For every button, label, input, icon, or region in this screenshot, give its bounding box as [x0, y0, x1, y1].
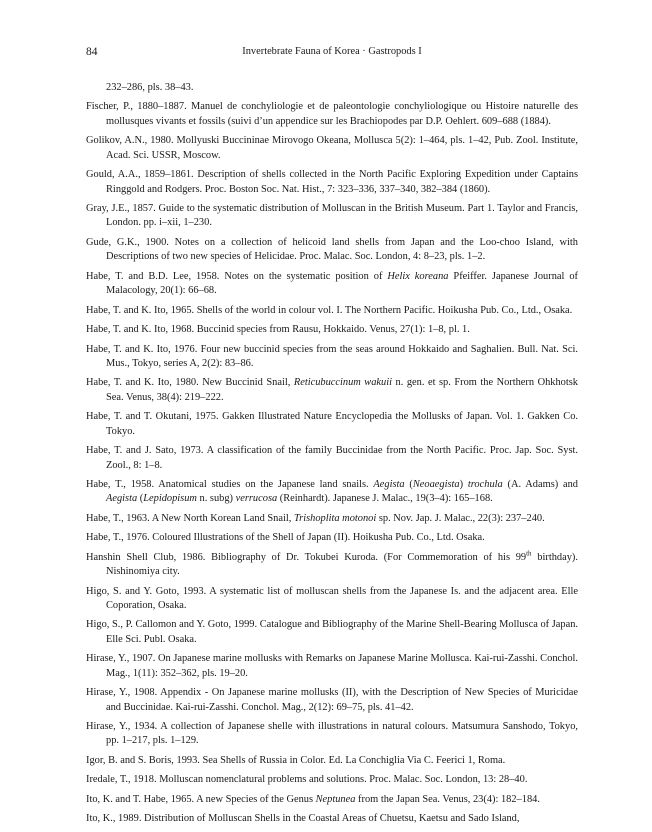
reference-text: Hirase, Y., 1907. On Japanese marine mollusks with Remarks on Japanese Marine Mollusca. Kai-rui-Zasshi. Conchol. Mag., 1(11): 352–362, pls. 19–20.: [86, 653, 578, 679]
italic-taxon-name: Neptunea: [315, 793, 356, 805]
reference-entry: [86, 100, 578, 129]
reference-entry: [86, 793, 578, 807]
reference-text: Gude, G.K., 1900. Notes on a collection of helicoid land shells from Japan and the Loo-choo Island, with Descriptions of two new species of Helicidae. Proc. Malac. Soc. London, 4: 8–23, pls. 1–2.: [86, 236, 578, 263]
italic-taxon-name: verrucosa: [235, 493, 278, 505]
reference-text: Habe, T. and K. Ito, 1968. Buccinid species from Rausu, Hokkaido. Venus, 27(1): 1–8, pl. 1.: [86, 324, 470, 336]
reference-text: Hanshin Shell Club, 1986. Bibliography of Dr. Tokubei Kuroda. (For Commemoration of his 99: [86, 551, 527, 563]
reference-text: Ito, K. and T. Habe, 1965. A new Species of the Genus: [86, 793, 316, 805]
reference-text: (: [404, 478, 413, 490]
reference-text: Iredale, T., 1918. Molluscan nomenclatural problems and solutions. Proc. Malac. Soc. London, 13: 28–40.: [86, 774, 528, 786]
reference-continuation: [86, 81, 578, 95]
reference-text: Habe, T. and J. Sato, 1973. A classification of the family Buccinidae from the North Pacific. Proc. Jap. Soc. Syst. Zool., 8: 1–8.: [86, 445, 578, 471]
superscript-text: th: [526, 549, 532, 558]
reference-text: Habe, T., 1963. A New North Korean Land Snail,: [86, 512, 294, 524]
reference-text: sp. Nov. Jap. J. Malac., 22(3): 237–240.: [376, 512, 545, 524]
reference-text: Hirase, Y., 1934. A collection of Japanese shelle with illustrations in natural colours. Matsumura Sanshodo, Tokyo, pp. 1–217, pls. 1–129.: [86, 721, 578, 747]
reference-text: Higo, S., P. Callomon and Y. Goto, 1999. Catalogue and Bibliography of the Marine Shell-Bearing Mollusca of Japan. Elle Sci. Publ. Osaka.: [86, 619, 578, 645]
running-title: Invertebrate Fauna of Korea · Gastropods I: [242, 46, 422, 57]
reference-entry: [86, 444, 578, 473]
italic-taxon-name: Helix koreana: [387, 270, 449, 282]
reference-entry: [86, 376, 578, 405]
reference-entry: [86, 478, 578, 507]
reference-list: [86, 81, 578, 832]
page-number: 84: [86, 46, 98, 58]
italic-taxon-name: trochula: [467, 478, 503, 490]
reference-text: Pfeiffer. Japanese Journal of Malacology, 20(1): 66–68.: [106, 270, 578, 297]
reference-entry: [86, 585, 578, 614]
reference-text: Higo, S. and Y. Goto, 1993. A systematic list of molluscan shells from the Japanese Is. and the adjacent area. Elle Coporation, Osaka.: [86, 585, 578, 611]
reference-text: Habe, T., 1958. Anatomical studies on the Japanese land snails.: [86, 478, 374, 490]
italic-taxon-name: Aegista: [373, 478, 405, 490]
reference-entry: [86, 512, 578, 526]
reference-text: Gray, J.E., 1857. Guide to the systematic distribution of Molluscan in the British Museum. Part 1. Taylor and Francis, London. pp. i–xii, 1–230.: [86, 203, 578, 229]
reference-text: (Reinhardt). Japanese J. Malac., 19(3–4): 165–168.: [277, 493, 493, 505]
reference-text: Golikov, A.N., 1980. Mollyuski Buccininae Mirovogo Okeana, Mollusca 5(2): 1–464, pls. 1–42, Pub. Zool. Institute, Acad. Sci. USSR, Moscow.: [86, 135, 578, 161]
reference-text: 232–286, pls. 38–43.: [106, 82, 194, 93]
reference-entry: [86, 618, 578, 647]
italic-taxon-name: Lepidopisum: [143, 493, 197, 505]
reference-entry: [86, 323, 578, 337]
reference-text: Igor, B. and S. Boris, 1993. Sea Shells of Russia in Color. Ed. La Conchiglia Via C. Feerici 1, Roma.: [86, 754, 506, 766]
reference-text: Habe, T. and K. Ito, 1976. Four new buccinid species from the seas around Hokkaido and Saghalien. Bull. Nat. Sci. Mus., Tokyo, series A, 2(2): 83–86.: [86, 343, 578, 369]
reference-text: ): [459, 478, 468, 490]
reference-text: Habe, T. and K. Ito, 1980. New Buccinid Snail,: [86, 377, 294, 389]
reference-entry: [86, 686, 578, 715]
reference-text: Fischer, P., 1880–1887. Manuel de conchyliologie et de paleontologie conchyliologique ou Histoire naturelle des mollusques vivants et fossils (suivi d’un appendice sur les Brachiopodes par D.P. Oehlert. 609–688 (1884).: [86, 101, 578, 127]
reference-entry: [86, 410, 578, 439]
reference-entry: [86, 551, 578, 580]
italic-taxon-name: Aegista: [106, 493, 138, 505]
reference-text: Gould, A.A., 1859–1861. Description of shells collected in the North Pacific Exploring Expedition under Captains Ringgold and Rodgers. Proc. Boston Soc. Nat. Hist., 7: 323–336, 337–340, 382–384 (1860).: [86, 169, 578, 195]
reference-entry: [86, 304, 578, 318]
reference-entry: [86, 531, 578, 545]
italic-taxon-name: Neoaegista: [412, 478, 460, 490]
reference-entry: [86, 236, 578, 265]
reference-text: birthday). Nishinomiya city.: [106, 551, 578, 578]
reference-text: (: [137, 493, 144, 505]
reference-entry: [86, 754, 578, 768]
italic-taxon-name: Trishoplita motonoi: [293, 512, 377, 524]
reference-text: Habe, T. and T. Okutani, 1975. Gakken Illustrated Nature Encyclopedia the Mollusks of Japan. Vol. 1. Gakken Co. Tokyo.: [86, 411, 578, 437]
italic-taxon-name: Reticubuccinum wakuii: [293, 377, 393, 389]
reference-text: n. subg): [196, 493, 236, 505]
reference-text: Habe, T. and K. Ito, 1965. Shells of the world in colour vol. I. The Northern Pacific. Hoikusha Pub. Co., Ltd., Osaka.: [86, 304, 573, 316]
reference-entry: [86, 652, 578, 681]
reference-entry: [86, 202, 578, 231]
reference-entry: [86, 134, 578, 163]
reference-text: Habe, T., 1976. Coloured Illustrations of the Shell of Japan (II). Hoikusha Pub. Co., Ltd. Osaka.: [86, 532, 485, 544]
reference-text: Hirase, Y., 1908. Appendix - On Japanese marine mollusks (II), with the Description of New Species of Muricidae and Buccinidae. Kai-rui-Zasshi. Conchol. Mag., 2(12): 69–75, pls. 41–42.: [86, 687, 578, 713]
page-header: [86, 44, 578, 60]
reference-entry: [86, 720, 578, 749]
reference-entry: [86, 812, 578, 826]
reference-entry: [86, 270, 578, 299]
reference-text: from the Japan Sea. Venus, 23(4): 182–184.: [355, 793, 540, 805]
reference-text: (A. Adams) and: [502, 478, 579, 490]
reference-text: Habe, T. and B.D. Lee, 1958. Notes on the systematic position of: [86, 270, 388, 282]
reference-entry: [86, 343, 578, 372]
reference-entry: [86, 773, 578, 787]
reference-text: n. gen. et sp. From the Northern Ohkhotsk Sea. Venus, 38(4): 219–222.: [106, 377, 579, 403]
reference-entry: [86, 168, 578, 197]
reference-text: Ito, K., 1989. Distribution of Molluscan Shells in the Coastal Areas of Chuetsu, Kaetsu and Sado Island,: [86, 813, 520, 825]
